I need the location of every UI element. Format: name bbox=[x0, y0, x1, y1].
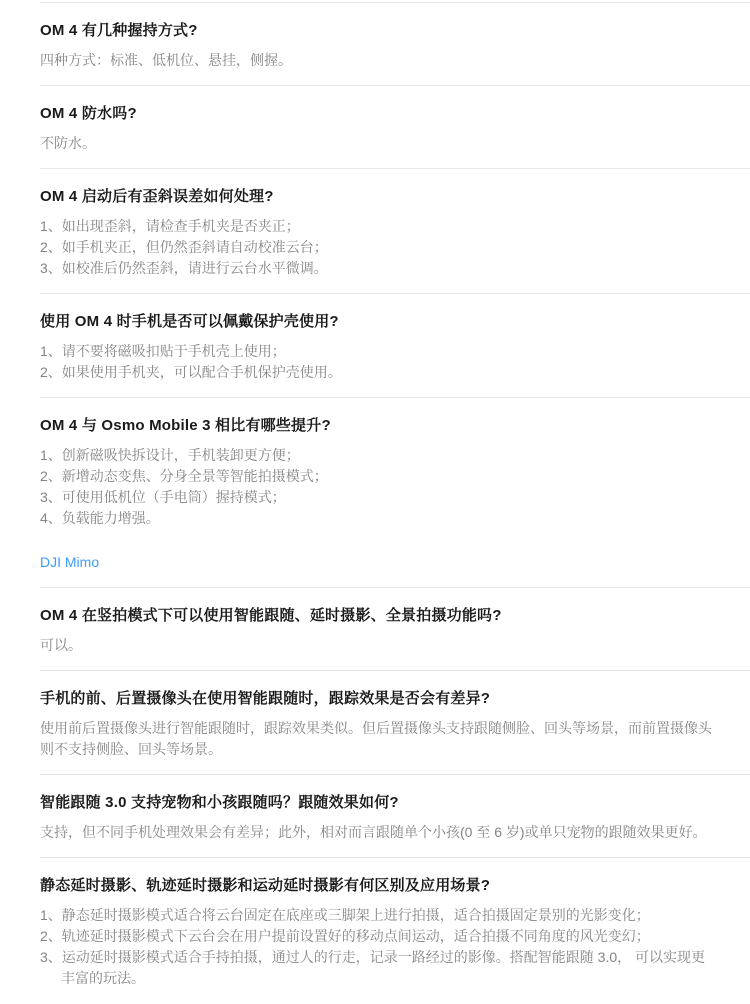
faq-item bbox=[40, 85, 750, 168]
faq-question: 智能跟随 3.0 支持宠物和小孩跟随吗？跟随效果如何? bbox=[40, 794, 399, 811]
faq-question: 手机的前、后置摄像头在使用智能跟随时，跟踪效果是否会有差异? bbox=[40, 690, 491, 707]
faq-answer bbox=[40, 133, 712, 154]
faq-item bbox=[40, 2, 750, 85]
faq-item bbox=[40, 293, 750, 397]
faq-answer-line: 2、新增动态变焦、分身全景等智能拍摄模式； bbox=[40, 468, 328, 484]
faq-answer-line: 3、运动延时摄影模式适合手持拍摄，通过人的行走，记录一路经过的影像。搭配智能跟随 3.0， 可以实现更丰富的玩法。 bbox=[40, 949, 706, 986]
faq-answer-line: 1、静态延时摄影模式适合将云台固定在底座或三脚架上进行拍摄，适合拍摄固定景别的光影变化； bbox=[40, 907, 650, 923]
faq-item bbox=[40, 168, 750, 293]
faq-answer-line: 2、轨迹延时摄影模式下云台会在用户提前设置好的移动点间运动，适合拍摄不同角度的风光变幻； bbox=[40, 928, 650, 944]
faq-item bbox=[40, 670, 750, 774]
faq-answer bbox=[40, 635, 712, 656]
faq-answer-line: 3、如校准后仍然歪斜，请进行云台水平微调。 bbox=[40, 260, 328, 276]
faq-answer-line: 2、如果使用手机夹，可以配合手机保护壳使用。 bbox=[40, 364, 342, 380]
faq-question: 静态延时摄影、轨迹延时摄影和运动延时摄影有何区别及应用场景? bbox=[40, 877, 491, 894]
faq-question: OM 4 有几种握持方式? bbox=[40, 22, 198, 39]
faq-answer-line: 支持，但不同手机处理效果会有差异；此外，相对而言跟随单个小孩(0 至 6 岁)或单只宠物的跟随效果更好。 bbox=[40, 824, 707, 840]
faq-item bbox=[40, 587, 750, 670]
faq-answer bbox=[40, 445, 712, 573]
faq-answer-line: 1、请不要将磁吸扣贴于手机壳上使用； bbox=[40, 343, 286, 359]
faq-answer bbox=[40, 822, 712, 843]
faq-question: OM 4 防水吗? bbox=[40, 105, 137, 122]
faq-question: OM 4 在竖拍模式下可以使用智能跟随、延时摄影、全景拍摄功能吗? bbox=[40, 607, 502, 624]
faq-answer-line: 4、负载能力增强。 bbox=[40, 510, 160, 526]
faq-answer bbox=[40, 341, 712, 383]
dji-mimo-link[interactable]: DJI Mimo bbox=[40, 554, 100, 570]
faq-answer-line: 四种方式：标准、低机位、悬挂，侧握。 bbox=[40, 52, 292, 68]
faq-question: 使用 OM 4 时手机是否可以佩戴保护壳使用? bbox=[40, 313, 339, 330]
faq-question: OM 4 与 Osmo Mobile 3 相比有哪些提升? bbox=[40, 417, 331, 434]
faq-answer bbox=[40, 216, 712, 279]
faq-answer-line: 使用前后置摄像头进行智能跟随时，跟踪效果类似。但后置摄像头支持跟随侧脸、回头等场景，而前置摄像头则不支持侧脸、回头等场景。 bbox=[40, 720, 712, 757]
faq-answer bbox=[40, 718, 712, 760]
faq-item bbox=[40, 397, 750, 587]
faq-answer-line: 1、如出现歪斜，请检查手机夹是否夹正； bbox=[40, 218, 300, 234]
faq-answer bbox=[40, 905, 712, 989]
faq-answer bbox=[40, 50, 712, 71]
faq-answer-line: 1、创新磁吸快拆设计，手机装卸更方便； bbox=[40, 447, 300, 463]
faq-answer-line: 2、如手机夹正，但仍然歪斜请自动校准云台； bbox=[40, 239, 328, 255]
faq-answer-line: 3、可使用低机位（手电筒）握持模式； bbox=[40, 489, 286, 505]
faq-item bbox=[40, 774, 750, 857]
faq-answer-line: 不防水。 bbox=[40, 135, 96, 151]
faq-question: OM 4 启动后有歪斜误差如何处理? bbox=[40, 188, 274, 205]
faq-item bbox=[40, 857, 750, 1003]
faq-answer-line: 可以。 bbox=[40, 637, 82, 653]
